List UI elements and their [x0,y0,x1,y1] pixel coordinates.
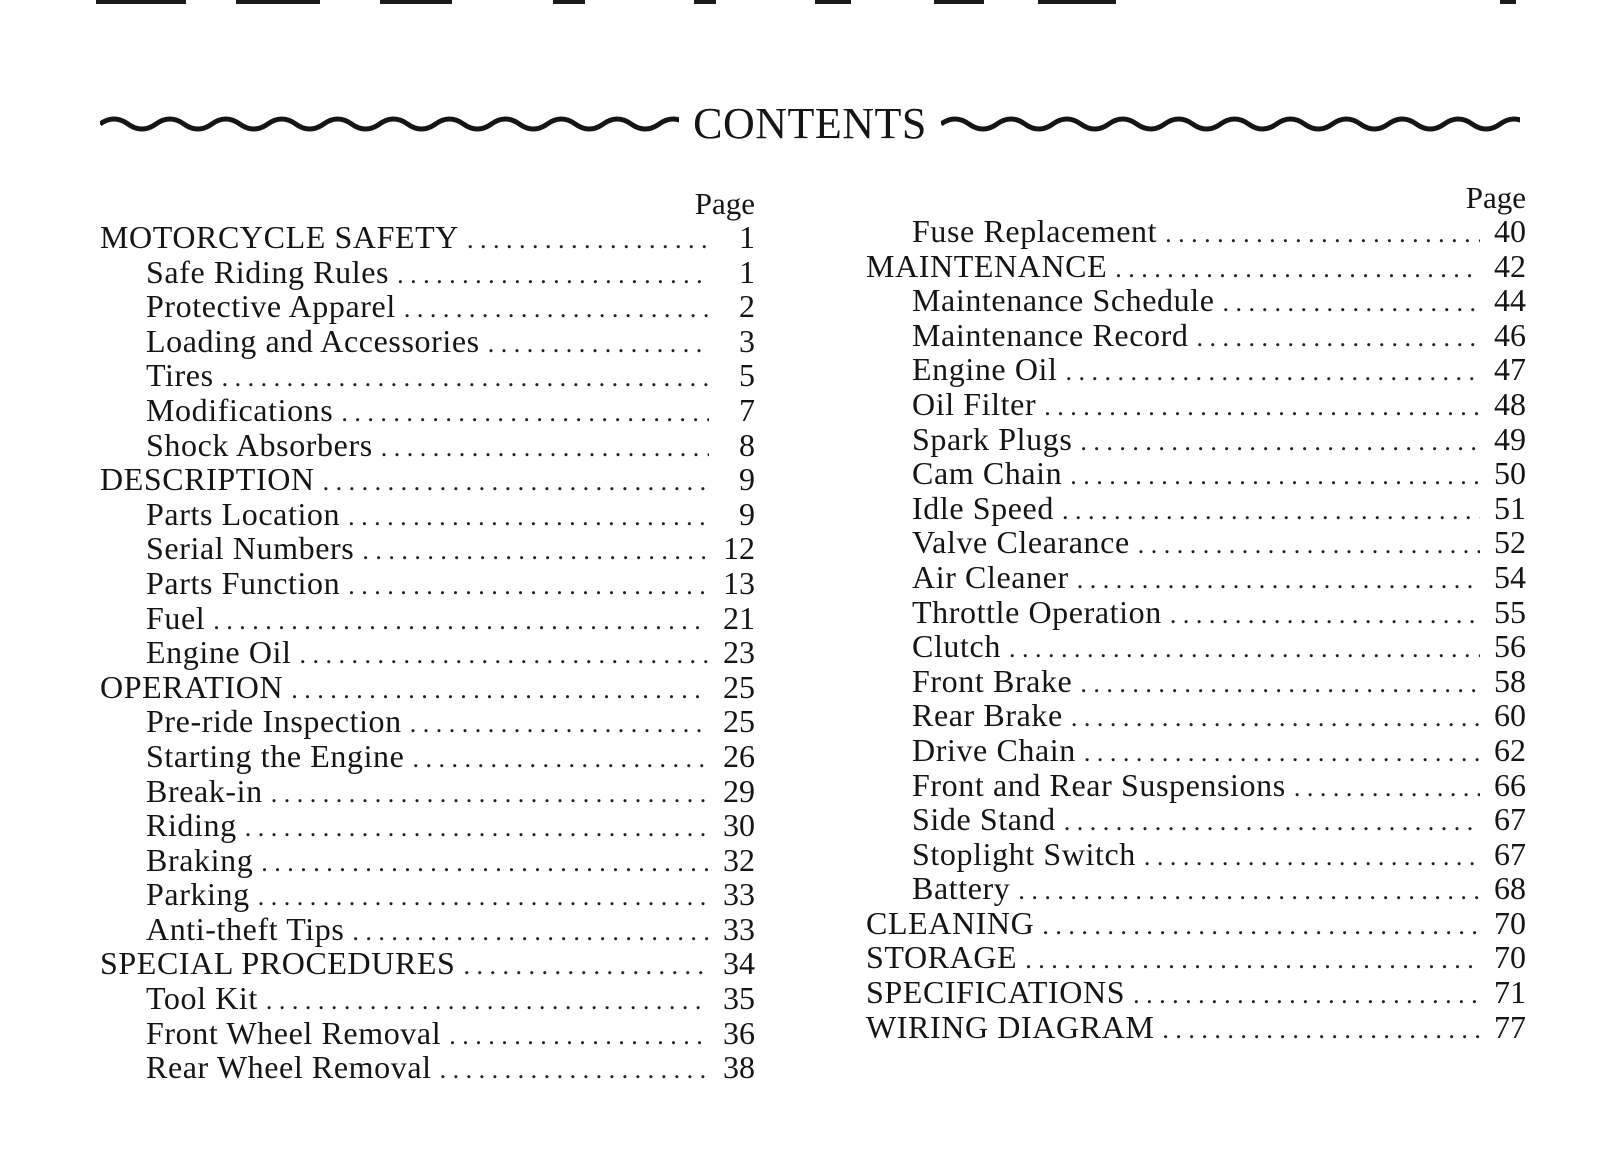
dot-leader [1170,598,1480,633]
toc-entry-page: 29 [723,772,755,809]
toc-entry-page: 67 [1494,801,1526,838]
dot-leader [1025,943,1480,978]
toc-entry-page: 36 [723,1014,755,1051]
toc-subsection-entry [866,629,1526,664]
dot-leader [1071,701,1480,736]
toc-subsection-entry [866,352,1526,387]
dot-leader [258,880,709,915]
toc-entry-title: Oil Filter [912,385,1037,422]
toc-entry-title: Idle Speed [912,489,1054,526]
toc-entry-title: Parts Location [146,495,341,532]
toc-section-entry [866,249,1526,284]
dot-leader [362,534,709,569]
toc-entry-title: Parking [146,876,250,913]
dot-leader [348,500,709,535]
toc-subsection-entry [866,698,1526,733]
dot-leader [1162,1013,1480,1048]
toc-subsection-entry [100,877,755,912]
dot-leader [410,707,709,742]
toc-subsection-entry [100,1050,755,1085]
dot-leader [467,223,709,258]
toc-entry-title: CLEANING [866,904,1035,941]
toc-entry-page: 7 [739,391,755,428]
toc-list-right [866,214,1526,1044]
toc-entry-page: 42 [1494,247,1526,284]
toc-entry-page: 44 [1494,282,1526,319]
dot-leader [404,292,709,327]
toc-entry-title: Spark Plugs [912,420,1073,457]
toc-list-left [100,220,755,1085]
toc-subsection-entry [100,981,755,1016]
toc-entry-title: SPECIAL PROCEDURES [100,945,456,982]
toc-entry-title: Rear Wheel Removal [146,1049,432,1086]
dot-leader [341,396,709,431]
toc-subsection-entry [100,566,755,601]
dot-leader [261,846,709,881]
dot-leader [1066,355,1480,390]
toc-subsection-entry [866,733,1526,768]
toc-entry-page: 54 [1494,558,1526,595]
toc-section-entry [100,462,755,497]
wavy-rule-left [100,112,679,136]
toc-entry-title: Shock Absorbers [146,426,373,463]
toc-entry-page: 1 [739,219,755,255]
toc-section-entry [100,670,755,705]
toc-entry-page: 77 [1494,1008,1526,1045]
toc-entry-page: 5 [739,357,755,394]
page-column-label: Page [694,186,755,221]
toc-entry-title: Parts Function [146,564,341,601]
toc-entry-title: Fuel [146,599,206,636]
toc-entry-title: Drive Chain [912,731,1076,768]
toc-entry-page: 70 [1494,939,1526,976]
dot-leader [352,915,709,950]
toc-entry-title: Front Wheel Removal [146,1014,442,1051]
toc-entry-page: 50 [1494,455,1526,492]
dot-leader [440,1053,709,1088]
page-column-label: Page [1465,180,1526,215]
toc-entry-title: Pre-ride Inspection [146,703,402,740]
toc-entry-title: Valve Clearance [912,524,1130,561]
toc-entry-title: Front and Rear Suspensions [912,766,1286,803]
dot-leader [381,431,709,466]
toc-subsection-entry [100,601,755,636]
toc-subsection-entry [866,871,1526,906]
dot-leader [1294,771,1480,806]
toc-entry-title: Braking [146,841,254,878]
dot-leader [463,949,709,984]
dot-leader [1084,736,1480,771]
toc-entry-title: Maintenance Record [912,316,1189,353]
toc-entry-title: Rear Brake [912,697,1063,734]
toc-entry-title: Engine Oil [146,634,292,671]
toc-entry-page: 38 [723,1049,755,1086]
toc-subsection-entry [100,358,755,393]
toc-entry-title: Clutch [912,628,1001,665]
toc-subsection-entry [866,283,1526,318]
toc-entry-title: OPERATION [100,668,284,705]
toc-entry-title: Battery [912,870,1011,907]
toc-entry-title: Side Stand [912,801,1056,838]
toc-entry-page: 70 [1494,904,1526,941]
toc-subsection-entry [866,491,1526,526]
toc-entry-title: Throttle Operation [912,593,1162,630]
dot-leader [1133,978,1480,1013]
toc-entry-page: 33 [723,910,755,947]
toc-column-right [866,180,1526,1044]
toc-entry-page: 25 [723,668,755,705]
dot-leader [1077,563,1480,598]
toc-entry-page: 3 [739,322,755,359]
toc-subsection-entry [100,774,755,809]
dot-leader [348,569,709,604]
toc-entry-page: 68 [1494,870,1526,907]
contents-heading [100,96,1520,152]
toc-entry-page: 56 [1494,628,1526,665]
toc-entry-title: Maintenance Schedule [912,282,1215,319]
toc-subsection-entry [866,525,1526,560]
toc-entry-title: Protective Apparel [146,288,396,325]
toc-entry-title: Modifications [146,391,334,428]
toc-subsection-entry [866,802,1526,837]
toc-subsection-entry [866,768,1526,803]
dot-leader [1223,286,1480,321]
toc-entry-title: Safe Riding Rules [146,253,390,290]
toc-subsection-entry [100,843,755,878]
toc-entry-page: 26 [723,737,755,774]
toc-entry-page: 32 [723,841,755,878]
toc-entry-title: Anti-theft Tips [146,910,345,947]
toc-entry-page: 13 [723,564,755,601]
dot-leader [488,327,709,362]
toc-entry-page: 1 [739,253,755,290]
toc-section-entry [866,975,1526,1010]
dot-leader [245,811,709,846]
toc-entry-title: Serial Numbers [146,530,355,567]
dot-leader [412,742,709,777]
toc-entry-page: 21 [723,599,755,636]
toc-entry-title: Starting the Engine [146,737,405,774]
toc-entry-title: Front Brake [912,662,1073,699]
toc-entry-page: 62 [1494,731,1526,768]
dot-leader [1196,321,1480,356]
toc-entry-page: 51 [1494,489,1526,526]
toc-subsection-entry [100,393,755,428]
toc-subsection-entry [866,560,1526,595]
toc-entry-page: 23 [723,634,755,671]
wavy-rule-right [941,112,1520,136]
toc-entry-page: 12 [723,530,755,567]
toc-subsection-entry [866,387,1526,422]
toc-entry-title: Loading and Accessories [146,322,480,359]
dot-leader [1044,390,1480,425]
scan-edge-marks [0,0,1600,6]
dot-leader [1062,494,1480,529]
toc-entry-title: STORAGE [866,939,1018,976]
toc-entry-title: WIRING DIAGRAM [866,1008,1155,1045]
toc-entry-page: 9 [739,461,755,498]
toc-subsection-entry [100,531,755,566]
toc-entry-page: 60 [1494,697,1526,734]
toc-entry-page: 48 [1494,385,1526,422]
toc-entry-page: 49 [1494,420,1526,457]
toc-entry-title: Riding [146,807,237,844]
dot-leader [1165,217,1480,252]
dot-leader [291,673,709,708]
toc-entry-title: MAINTENANCE [866,247,1108,284]
toc-entry-page: 66 [1494,766,1526,803]
toc-subsection-entry [100,808,755,843]
toc-section-entry [100,220,755,255]
toc-entry-title: Cam Chain [912,455,1063,492]
toc-subsection-entry [866,595,1526,630]
toc-subsection-entry [100,635,755,670]
toc-entry-title: Air Cleaner [912,558,1069,595]
toc-subsection-entry [866,214,1526,249]
dot-leader [266,984,709,1019]
toc-entry-page: 52 [1494,524,1526,561]
toc-subsection-entry [866,837,1526,872]
dot-leader [397,258,709,293]
dot-leader [1042,909,1480,944]
dot-leader [1080,425,1480,460]
toc-entry-page: 71 [1494,974,1526,1011]
page-title: CONTENTS [693,99,927,148]
toc-entry-title: MOTORCYCLE SAFETY [100,219,459,255]
toc-subsection-entry [866,456,1526,491]
toc-entry-page: 9 [739,495,755,532]
dot-leader [1064,805,1480,840]
toc-entry-title: Tires [146,357,214,394]
toc-subsection-entry [100,255,755,290]
toc-entry-title: Tool Kit [146,980,258,1017]
toc-entry-page: 55 [1494,593,1526,630]
toc-entry-page: 33 [723,876,755,913]
dot-leader [222,361,709,396]
toc-subsection-entry [100,704,755,739]
toc-entry-title: Stoplight Switch [912,835,1136,872]
toc-subsection-entry [100,289,755,324]
dot-leader [1115,252,1480,287]
dot-leader [323,465,709,500]
toc-subsection-entry [100,1016,755,1051]
toc-subsection-entry [100,739,755,774]
toc-entry-page: 47 [1494,351,1526,388]
toc-entry-page: 34 [723,945,755,982]
toc-entry-page: 25 [723,703,755,740]
dot-leader [449,1019,709,1054]
toc-entry-title: DESCRIPTION [100,461,315,498]
toc-entry-page: 2 [739,288,755,325]
dot-leader [271,777,709,812]
dot-leader [213,604,709,639]
toc-subsection-entry [866,664,1526,699]
toc-subsection-entry [100,324,755,359]
toc-section-entry [866,940,1526,975]
toc-subsection-entry [866,318,1526,353]
dot-leader [300,638,709,673]
toc-subsection-entry [100,912,755,947]
toc-subsection-entry [100,428,755,463]
toc-entry-title: Engine Oil [912,351,1058,388]
toc-subsection-entry [100,497,755,532]
toc-entry-page: 58 [1494,662,1526,699]
toc-section-entry [866,1010,1526,1045]
toc-subsection-entry [866,422,1526,457]
dot-leader [1070,459,1480,494]
dot-leader [1009,632,1480,667]
dot-leader [1138,528,1480,563]
toc-entry-title: SPECIFICATIONS [866,974,1126,1011]
toc-entry-page: 40 [1494,213,1526,249]
dot-leader [1018,874,1480,909]
toc-entry-page: 30 [723,807,755,844]
toc-entry-page: 67 [1494,835,1526,872]
toc-entry-page: 46 [1494,316,1526,353]
toc-entry-page: 8 [739,426,755,463]
toc-entry-title: Fuse Replacement [912,213,1158,249]
toc-section-entry [100,946,755,981]
toc-column-left [100,186,755,1085]
dot-leader [1080,667,1480,702]
dot-leader [1144,840,1480,875]
toc-entry-title: Break-in [146,772,263,809]
toc-section-entry [866,906,1526,941]
toc-entry-page: 35 [723,980,755,1017]
